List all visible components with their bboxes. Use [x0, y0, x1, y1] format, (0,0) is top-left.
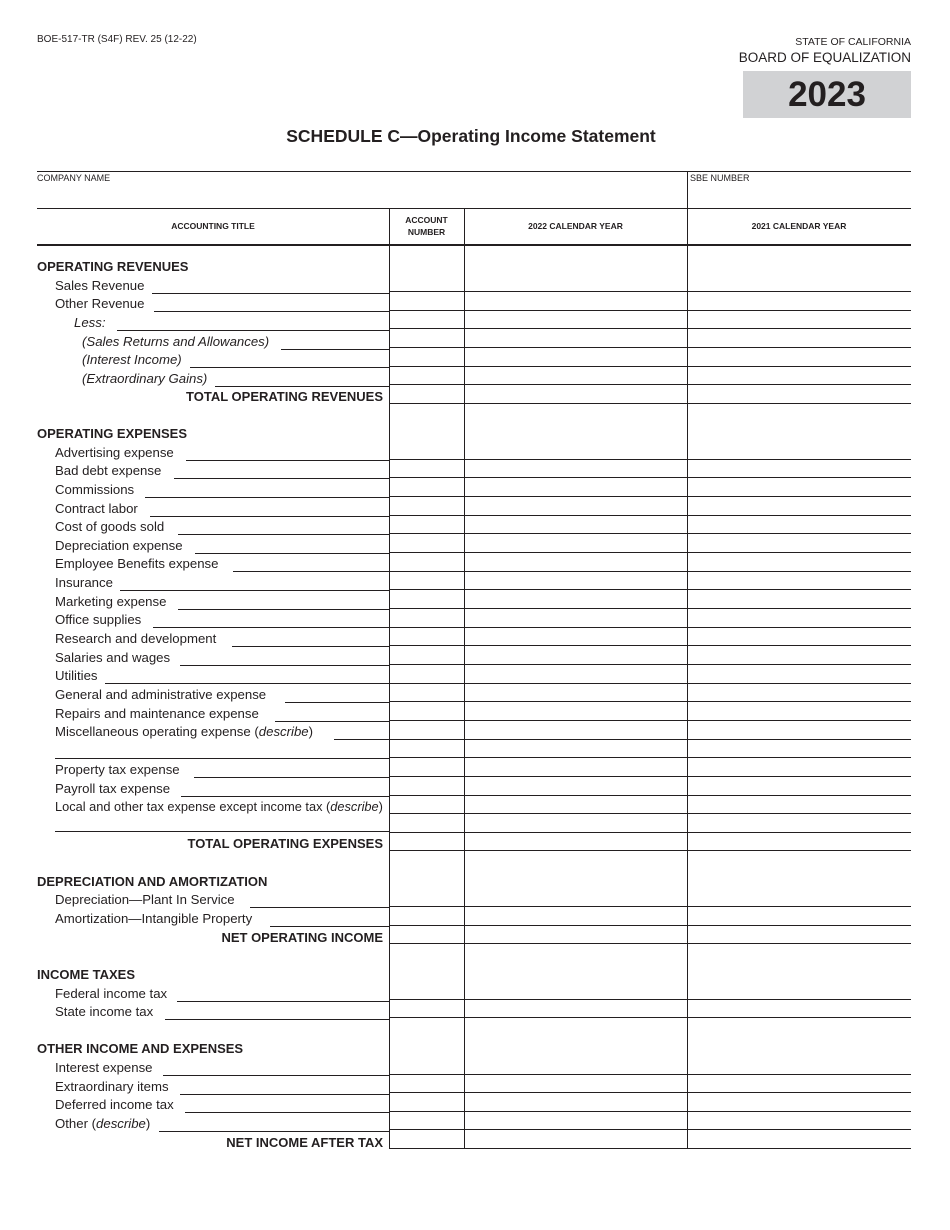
row-office-supplies: Office supplies	[37, 611, 389, 629]
sbe-number-label: SBE NUMBER	[690, 173, 750, 183]
grid-line	[389, 906, 911, 907]
grid-line	[389, 1017, 911, 1018]
row-employee-benefits-expense: Employee Benefits expense	[37, 555, 389, 573]
row-insurance: Insurance	[37, 574, 389, 592]
row-total-operating-revenues: TOTAL OPERATING REVENUES	[186, 389, 383, 404]
grid-line	[389, 347, 911, 348]
grid-line	[389, 552, 911, 553]
grid-line	[389, 795, 911, 796]
row-contract-labor: Contract labor	[37, 500, 389, 518]
grid-line	[389, 739, 911, 740]
grid-line	[389, 664, 911, 665]
col-rule-3	[687, 208, 688, 1148]
col-rule-2	[464, 208, 465, 1148]
grid-line	[389, 403, 911, 404]
row-commissions: Commissions	[37, 481, 389, 499]
form-code: BOE-517-TR (S4F) REV. 25 (12-22)	[37, 34, 197, 45]
grid-line	[389, 627, 911, 628]
grid-line	[389, 384, 911, 385]
row-amortization-intangible: Amortization—Intangible Property	[37, 910, 389, 928]
row-property-tax-expense: Property tax expense	[37, 761, 389, 779]
company-name-field[interactable]	[37, 184, 687, 208]
sbe-number-field[interactable]	[688, 184, 911, 208]
grid-line	[389, 459, 911, 460]
row-other-describe: Other (describe)	[37, 1115, 389, 1133]
section-operating-revenues: OPERATING REVENUES	[37, 259, 189, 274]
row-deferred-income-tax: Deferred income tax	[37, 1096, 389, 1114]
page-title: SCHEDULE C—Operating Income Statement	[286, 126, 656, 146]
col-account-number-line2: NUMBER	[407, 227, 446, 237]
grid-line	[389, 925, 911, 926]
company-name-label: COMPANY NAME	[37, 173, 111, 183]
header-bottom-rule	[37, 244, 911, 246]
grid-line	[389, 533, 911, 534]
grid-line	[389, 589, 911, 590]
row-payroll-tax-expense: Payroll tax expense	[37, 780, 389, 798]
grid-line	[389, 832, 911, 833]
state-name: STATE OF CALIFORNIA	[795, 36, 911, 48]
section-depreciation-amortization: DEPRECIATION AND AMORTIZATION	[37, 874, 268, 889]
col-rule-1	[389, 208, 390, 1148]
grid-line	[389, 720, 911, 721]
grid-line	[389, 943, 911, 944]
row-extraordinary-gains: (Extraordinary Gains)	[37, 370, 389, 388]
section-income-taxes: INCOME TAXES	[37, 967, 135, 982]
grid-line	[389, 328, 911, 329]
grid-line	[389, 813, 911, 814]
grid-line	[389, 683, 911, 684]
fields-bottom-rule	[37, 208, 911, 209]
col-account-number	[389, 214, 464, 238]
col-accounting-title: ACCOUNTING TITLE	[171, 221, 255, 231]
grid-line	[389, 1129, 911, 1130]
row-research-and-development: Research and development	[37, 630, 389, 648]
col-2022-calendar-year: 2022 CALENDAR YEAR	[528, 221, 623, 231]
row-other-revenue: Other Revenue	[37, 295, 389, 313]
grid-line	[389, 515, 911, 516]
row-repairs-maintenance-expense: Repairs and maintenance expense	[37, 705, 389, 723]
row-bad-debt-expense: Bad debt expense	[37, 462, 389, 480]
row-depreciation-plant: Depreciation—Plant In Service	[37, 891, 389, 909]
row-misc-operating-expense: Miscellaneous operating expense (describe)	[37, 723, 389, 741]
row-advertising-expense: Advertising expense	[37, 444, 389, 462]
grid-line	[389, 776, 911, 777]
grid-line	[389, 999, 911, 1000]
row-local-tax-expense: Local and other tax expense except income tax (describe)	[55, 799, 383, 814]
row-marketing-expense: Marketing expense	[37, 593, 389, 611]
grid-line	[389, 645, 911, 646]
form-year: 2023	[743, 71, 911, 118]
grid-line	[389, 496, 911, 497]
grid-line	[389, 1111, 911, 1112]
row-general-admin-expense: General and administrative expense	[37, 686, 389, 704]
col-account-number-line1: ACCOUNT	[405, 215, 448, 225]
grid-line	[389, 701, 911, 702]
grid-line	[389, 1092, 911, 1093]
row-interest-expense: Interest expense	[37, 1059, 389, 1077]
grid-line	[389, 477, 911, 478]
row-federal-income-tax: Federal income tax	[37, 985, 389, 1003]
row-salaries-and-wages: Salaries and wages	[37, 649, 389, 667]
board-name: BOARD OF EQUALIZATION	[738, 50, 911, 65]
row-total-operating-expenses: TOTAL OPERATING EXPENSES	[187, 836, 383, 851]
row-net-operating-income: NET OPERATING INCOME	[221, 930, 383, 945]
row-net-income-after-tax: NET INCOME AFTER TAX	[226, 1135, 383, 1150]
row-depreciation-expense: Depreciation expense	[37, 537, 389, 555]
grid-line	[389, 366, 911, 367]
row-sales-returns: (Sales Returns and Allowances)	[37, 333, 389, 351]
top-rule	[37, 171, 911, 172]
row-state-income-tax: State income tax	[37, 1003, 389, 1021]
grid-line	[389, 850, 911, 851]
grid-line	[389, 1074, 911, 1075]
row-misc-operating-blank	[37, 742, 389, 760]
grid-line	[389, 757, 911, 758]
row-utilities: Utilities	[37, 667, 389, 685]
row-extraordinary-items: Extraordinary items	[37, 1078, 389, 1096]
col-2021-calendar-year: 2021 CALENDAR YEAR	[751, 221, 847, 231]
row-interest-income: (Interest Income)	[37, 351, 389, 369]
grid-line	[389, 1148, 911, 1149]
section-other-income-expenses: OTHER INCOME AND EXPENSES	[37, 1041, 244, 1056]
row-sales-revenue: Sales Revenue	[37, 277, 389, 295]
grid-line	[389, 291, 911, 292]
grid-line	[389, 310, 911, 311]
row-less: Less:	[37, 314, 389, 332]
grid-line	[389, 608, 911, 609]
section-operating-expenses: OPERATING EXPENSES	[37, 426, 188, 441]
row-cost-of-goods-sold: Cost of goods sold	[37, 518, 389, 536]
local-tax-blank-line	[55, 831, 389, 832]
grid-line	[389, 571, 911, 572]
